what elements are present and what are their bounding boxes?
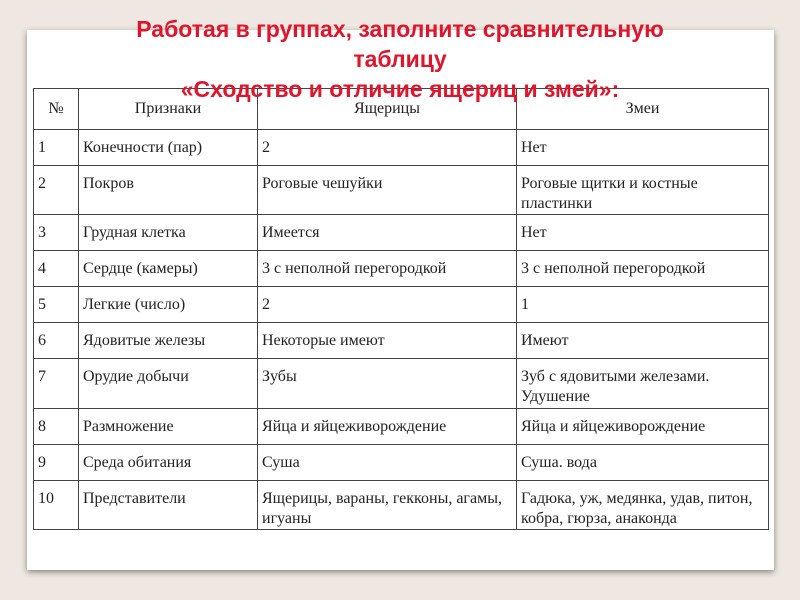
cell-number: 6 bbox=[34, 323, 79, 359]
cell-lizards: Зубы bbox=[258, 359, 517, 409]
cell-lizards: Роговые чешуйки bbox=[258, 166, 517, 215]
cell-feature: Покров bbox=[79, 166, 258, 215]
cell-feature: Легкие (число) bbox=[79, 287, 258, 323]
cell-feature: Размножение bbox=[79, 409, 258, 445]
cell-snakes: Зуб с ядовитыми железами. Удушение bbox=[517, 359, 769, 409]
cell-number: 5 bbox=[34, 287, 79, 323]
comparison-table bbox=[33, 88, 769, 530]
table-row bbox=[34, 323, 769, 359]
table-row bbox=[34, 215, 769, 251]
cell-lizards: Ящерицы, вараны, гекконы, агамы, игуаны bbox=[258, 481, 517, 530]
cell-feature: Сердце (камеры) bbox=[79, 251, 258, 287]
table-row bbox=[34, 445, 769, 481]
cell-feature: Представители bbox=[79, 481, 258, 530]
table-row bbox=[34, 409, 769, 445]
cell-number: 4 bbox=[34, 251, 79, 287]
cell-lizards: Некоторые имеют bbox=[258, 323, 517, 359]
cell-snakes: Имеют bbox=[517, 323, 769, 359]
cell-feature: Конечности (пар) bbox=[79, 130, 258, 166]
cell-lizards: Имеется bbox=[258, 215, 517, 251]
cell-number: 1 bbox=[34, 130, 79, 166]
cell-number: 3 bbox=[34, 215, 79, 251]
slide-title bbox=[0, 14, 800, 104]
cell-snakes: Нет bbox=[517, 215, 769, 251]
table-row bbox=[34, 166, 769, 215]
cell-lizards: 2 bbox=[258, 130, 517, 166]
cell-snakes: Яйца и яйцеживорождение bbox=[517, 409, 769, 445]
cell-number: 7 bbox=[34, 359, 79, 409]
cell-snakes: 3 с неполной перегородкой bbox=[517, 251, 769, 287]
cell-feature: Грудная клетка bbox=[79, 215, 258, 251]
cell-snakes: Роговые щитки и костные пластинки bbox=[517, 166, 769, 215]
table-row bbox=[34, 130, 769, 166]
table-row bbox=[34, 287, 769, 323]
cell-number: 10 bbox=[34, 481, 79, 530]
table-row bbox=[34, 481, 769, 530]
cell-snakes: Нет bbox=[517, 130, 769, 166]
cell-number: 2 bbox=[34, 166, 79, 215]
title-line-3: «Сходство и отличие ящериц и змей»: bbox=[180, 76, 620, 102]
cell-snakes: Суша. вода bbox=[517, 445, 769, 481]
cell-snakes: 1 bbox=[517, 287, 769, 323]
header-lizards: Ящерицы bbox=[258, 89, 517, 130]
header-snakes: Змеи bbox=[517, 89, 769, 130]
cell-number: 8 bbox=[34, 409, 79, 445]
table-row bbox=[34, 359, 769, 409]
title-line-2: таблицу bbox=[353, 46, 447, 72]
cell-feature: Среда обитания bbox=[79, 445, 258, 481]
table-row bbox=[34, 251, 769, 287]
cell-number: 9 bbox=[34, 445, 79, 481]
cell-lizards: 3 с неполной перегородкой bbox=[258, 251, 517, 287]
cell-lizards: Суша bbox=[258, 445, 517, 481]
cell-lizards: 2 bbox=[258, 287, 517, 323]
header-features: Признаки bbox=[79, 89, 258, 130]
header-number: № bbox=[34, 89, 79, 130]
title-line-1: Работая в группах, заполните сравнительную bbox=[136, 16, 664, 42]
cell-snakes: Гадюка, уж, медянка, удав, питон, кобра, гюрза, анаконда bbox=[517, 481, 769, 530]
cell-feature: Ядовитые железы bbox=[79, 323, 258, 359]
cell-feature: Орудие добычи bbox=[79, 359, 258, 409]
cell-lizards: Яйца и яйцеживорождение bbox=[258, 409, 517, 445]
